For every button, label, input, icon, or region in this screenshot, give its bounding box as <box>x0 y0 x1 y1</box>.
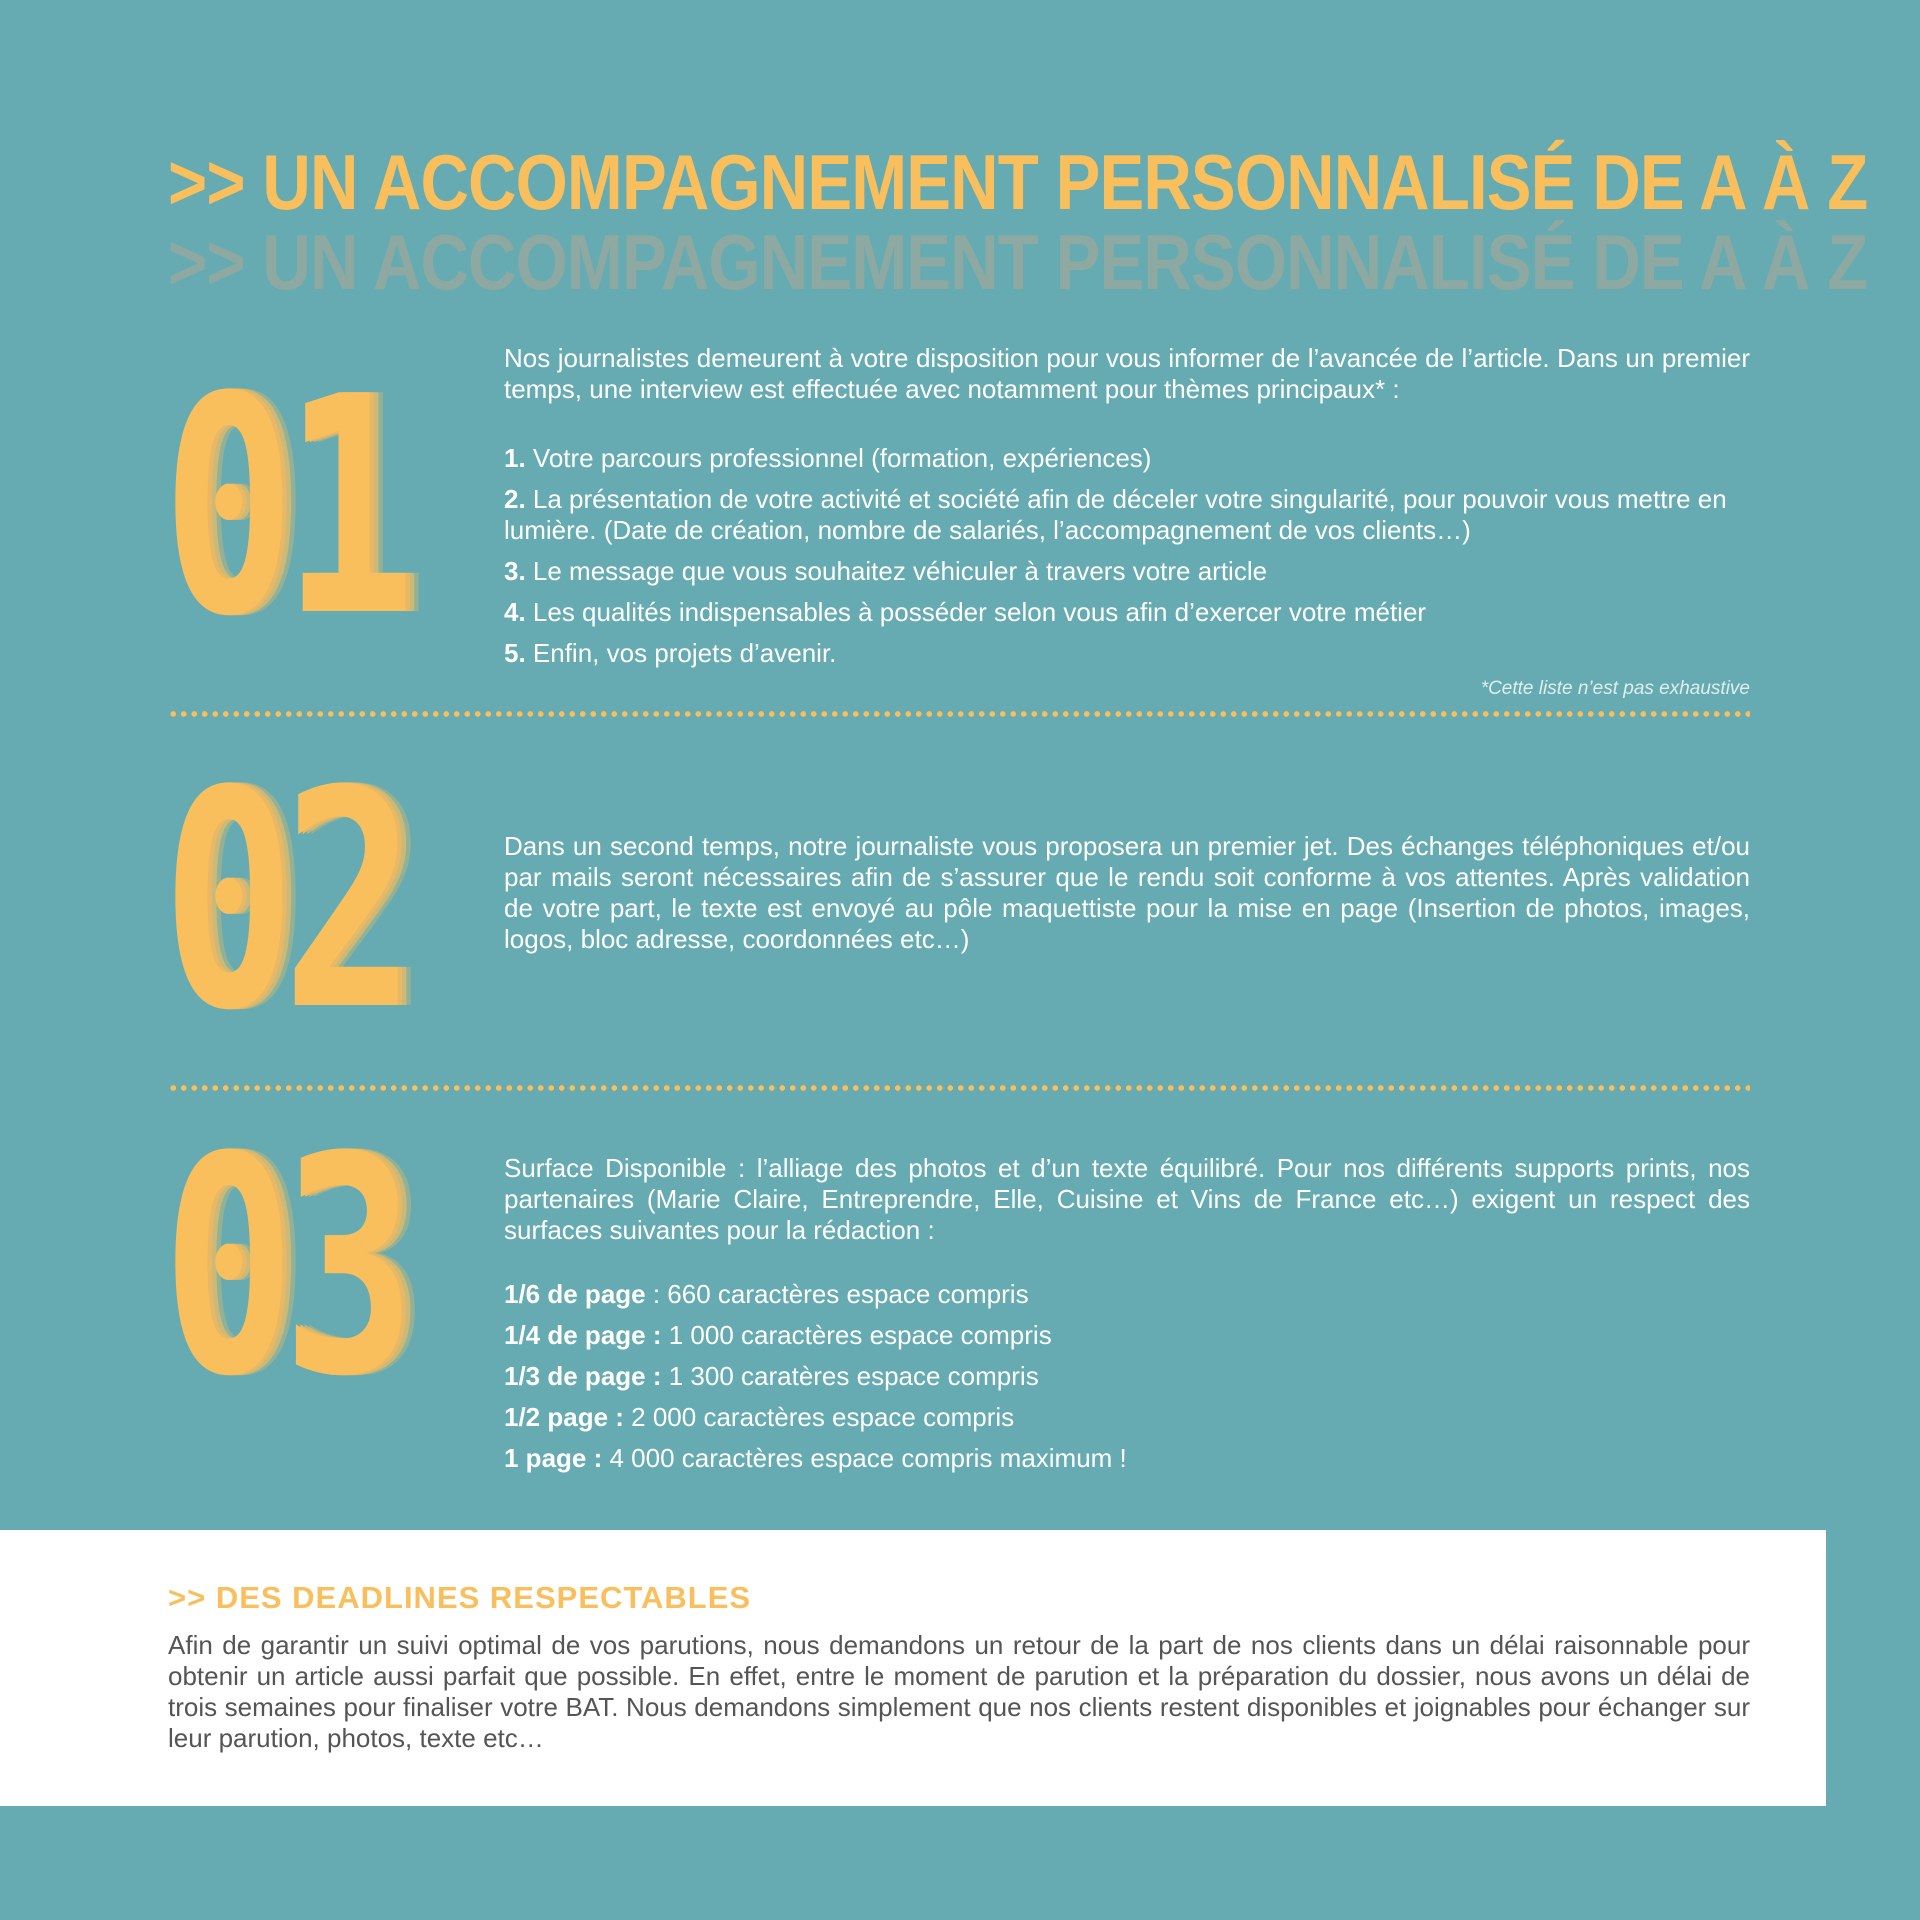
step1-intro: Nos journalistes demeurent à votre disposition pour vous informer de l’avancée de l’article. Dans un premier temps, une interview est effectuée avec notamment pour thèmes principaux* : <box>504 343 1750 404</box>
deadlines-title: >> DES DEADLINES RESPECTABLES <box>168 1580 752 1615</box>
step3-list <box>504 1279 1750 1484</box>
deadlines-text: Afin de garantir un suivi optimal de vos parutions, nous demandons un retour de la part de nos clients dans un délai raisonnable pour obtenir un article aussi parfait que possible. En effet, entre le moment de parution et la préparation du dossier, nous avons un délai de trois semaines pour finaliser votre BAT. Nous demandons simplement que nos clients restent disponibles et joignables pour échanger sur leur parution, photos, texte etc… <box>168 1630 1750 1753</box>
dotted-divider <box>168 710 1750 718</box>
page-title-shadow: >> UN ACCOMPAGNEMENT PERSONNALISÉ DE A À Z <box>168 218 1868 306</box>
step3-list-item: 1/2 page : 2 000 caractères espace compris <box>504 1402 1015 1432</box>
step3-intro: Surface Disponible : l’alliage des photos et d’un texte équilibré. Pour nos différents supports prints, nos partenaires (Marie Claire, Entreprendre, Elle, Cuisine et Vins de France etc…) exigent un respect des surfaces suivantes pour la rédaction : <box>504 1153 1750 1245</box>
page-title: >> UN ACCOMPAGNEMENT PERSONNALISÉ DE A À Z <box>168 138 1868 226</box>
step1-footnote: *Cette liste n’est pas exhaustive <box>1480 678 1750 699</box>
step2-text: Dans un second temps, notre journaliste vous proposera un premier jet. Des échanges téléphoniques et/ou par mails seront nécessaires afin de s’assurer que le rendu soit conforme à vos attentes. Après validation de votre part, le texte est envoyé au pôle maquettiste pour la mise en page (Insertion de photos, images, logos, bloc adresse, coordonnées etc…) <box>504 831 1750 954</box>
step3-list-item: 1 page : 4 000 caractères espace compris maximum ! <box>504 1443 1127 1473</box>
step1-list-item: 4. Les qualités indispensables à posséder selon vous afin d’exercer votre métier <box>504 597 1427 627</box>
step1-list-item: 1. Votre parcours professionnel (formation, expériences) <box>504 443 1152 473</box>
step1-list-item: 3. Le message que vous souhaitez véhiculer à travers votre article <box>504 556 1268 586</box>
dotted-divider <box>168 1084 1750 1092</box>
step-number-01: 01 <box>162 333 403 682</box>
step3-list-item: 1/3 de page : 1 300 caratères espace compris <box>504 1361 1039 1391</box>
step1-list-item: 2. La présentation de votre activité et société afin de déceler votre singularité, pour pouvoir vous mettre en lumière. (Date de création, nombre de salariés, l’accompagnement de vos clients…) <box>504 484 1727 545</box>
step-number-02: 02 <box>162 727 403 1076</box>
step3-list-item: 1/6 de page : 660 caractères espace compris <box>504 1279 1029 1309</box>
step1-list <box>504 443 1750 679</box>
step1-list-item: 5. Enfin, vos projets d’avenir. <box>504 638 837 668</box>
step-number-03: 03 <box>162 1093 403 1442</box>
step3-list-item: 1/4 de page : 1 000 caractères espace compris <box>504 1320 1052 1350</box>
